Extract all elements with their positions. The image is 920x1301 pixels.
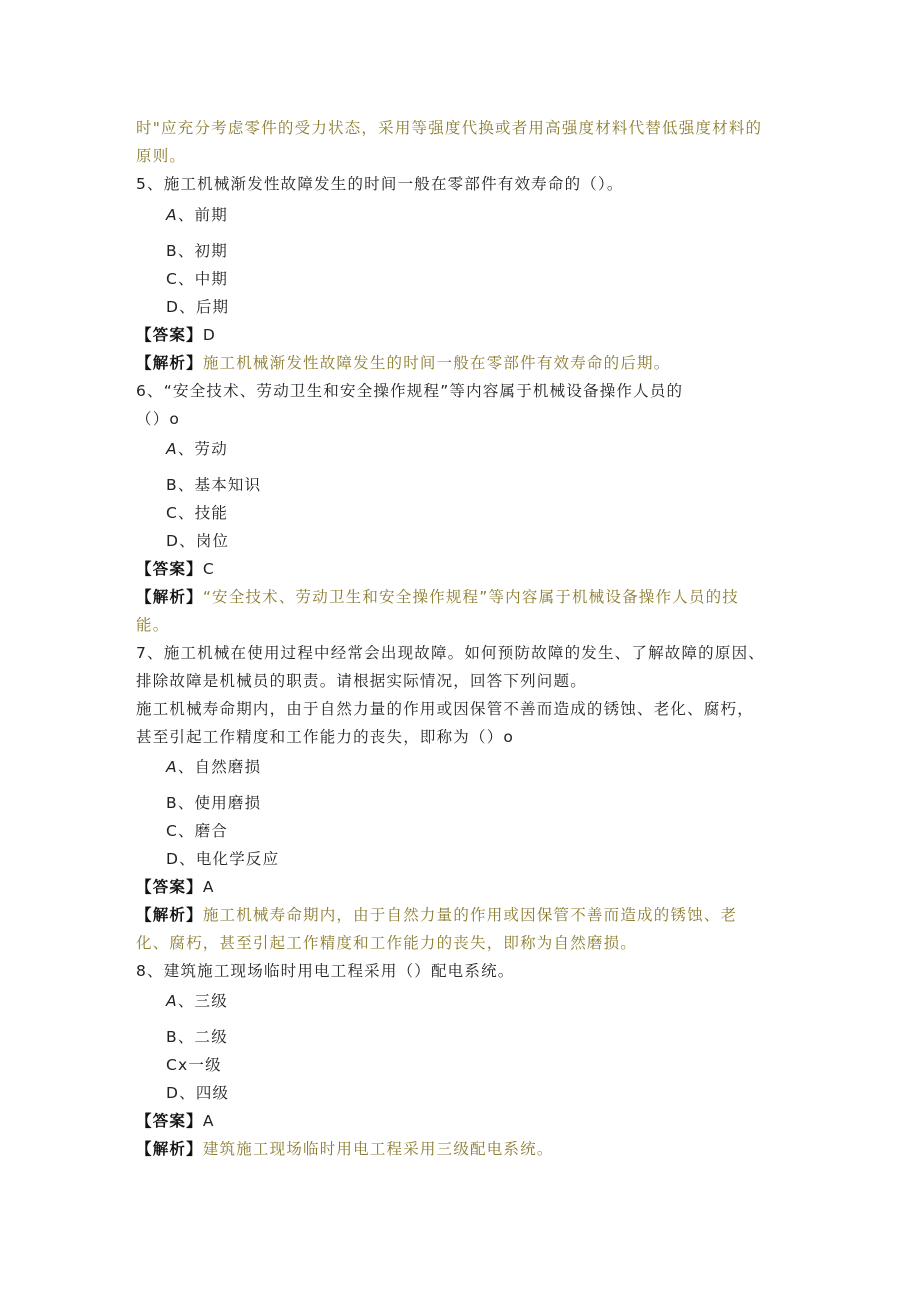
question-7-answer xyxy=(136,875,215,899)
explanation-label: 【解析】 xyxy=(136,906,203,924)
question-7-option-c: C、磨合 xyxy=(166,822,229,840)
question-5-answer xyxy=(136,323,216,347)
question-7-explanation-line-1 xyxy=(136,903,737,927)
answer-value: D xyxy=(202,326,216,344)
question-7-explanation-line-2: 化、腐朽，甚至引起工作精度和工作能力的丧失，即称为自然磨损。 xyxy=(136,934,638,952)
question-6-answer xyxy=(136,557,215,581)
question-8-explanation xyxy=(136,1137,554,1161)
explanation-text: 建筑施工现场临时用电工程采用三级配电系统。 xyxy=(202,1140,554,1158)
answer-label: 【答案】 xyxy=(136,326,203,344)
previous-explanation-line-2: 原则。 xyxy=(136,147,187,165)
question-7-intro-line-2: 排除故障是机械员的职责。请根据实际情况，回答下列问题。 xyxy=(136,672,587,690)
answer-label: 【答案】 xyxy=(136,560,203,578)
answer-label: 【答案】 xyxy=(136,1112,203,1130)
question-8-option-b: B、二级 xyxy=(166,1028,228,1046)
question-7-stem-line-1: 施工机械寿命期内，由于自然力量的作用或因保管不善而造成的锈蚀、老化、腐朽， xyxy=(136,700,754,718)
option-text: 、自然磨损 xyxy=(177,758,262,776)
answer-value: A xyxy=(202,878,215,896)
question-8-option-a xyxy=(166,989,228,1013)
answer-label: 【答案】 xyxy=(136,878,203,896)
option-text: 、前期 xyxy=(177,206,228,224)
question-8-stem: 8、建筑施工现场临时用电工程采用（）配电系统。 xyxy=(136,962,515,980)
option-text: 、劳动 xyxy=(177,440,228,458)
question-7-intro-line-1: 7、施工机械在使用过程中经常会出现故障。如何预防故障的发生、了解故障的原因、 xyxy=(136,644,765,662)
question-8-option-c: Cx一级 xyxy=(166,1056,222,1074)
question-5-explanation xyxy=(136,351,670,375)
explanation-label: 【解析】 xyxy=(136,354,203,372)
question-6-explanation-line-1 xyxy=(136,585,739,609)
question-7-option-b: B、使用磨损 xyxy=(166,794,262,812)
question-5-option-d: D、后期 xyxy=(166,298,230,316)
question-8-answer xyxy=(136,1109,215,1133)
question-5-option-a xyxy=(166,203,228,227)
question-5-option-c: C、中期 xyxy=(166,270,229,288)
answer-value: C xyxy=(202,560,215,578)
question-6-explanation-line-2: 能。 xyxy=(136,616,170,634)
explanation-text: “安全技术、劳动卫生和安全操作规程”等内容属于机械设备操作人员的技 xyxy=(202,588,739,606)
explanation-label: 【解析】 xyxy=(136,588,203,606)
option-letter: A xyxy=(166,992,178,1010)
explanation-label: 【解析】 xyxy=(136,1140,203,1158)
question-7-option-d: D、电化学反应 xyxy=(166,850,280,868)
question-7-stem-line-2: 甚至引起工作精度和工作能力的丧失，即称为（）o xyxy=(136,728,515,746)
question-5-option-b: B、初期 xyxy=(166,242,228,260)
option-letter: A xyxy=(166,758,178,776)
explanation-text: 施工机械渐发性故障发生的时间一般在零部件有效寿命的后期。 xyxy=(202,354,671,372)
question-6-stem-line-1: 6、“安全技术、劳动卫生和安全操作规程”等内容属于机械设备操作人员的 xyxy=(136,382,684,400)
explanation-text: 施工机械寿命期内，由于自然力量的作用或因保管不善而造成的锈蚀、老 xyxy=(202,906,738,924)
question-6-stem-line-2: （）o xyxy=(136,410,181,428)
previous-explanation-line-1: 时"应充分考虑零件的受力状态，采用等强度代换或者用高强度材料代替低强度材料的 xyxy=(136,119,763,137)
option-letter: A xyxy=(166,206,178,224)
option-letter: A xyxy=(166,440,178,458)
question-7-option-a xyxy=(166,755,261,779)
question-6-option-c: C、技能 xyxy=(166,504,229,522)
question-5-stem: 5、施工机械渐发性故障发生的时间一般在零部件有效寿命的（）。 xyxy=(136,175,624,193)
answer-value: A xyxy=(202,1112,215,1130)
question-6-option-b: B、基本知识 xyxy=(166,476,262,494)
question-6-option-a xyxy=(166,437,228,461)
option-text: 、三级 xyxy=(177,992,228,1010)
question-8-option-d: D、四级 xyxy=(166,1084,230,1102)
question-6-option-d: D、岗位 xyxy=(166,532,230,550)
